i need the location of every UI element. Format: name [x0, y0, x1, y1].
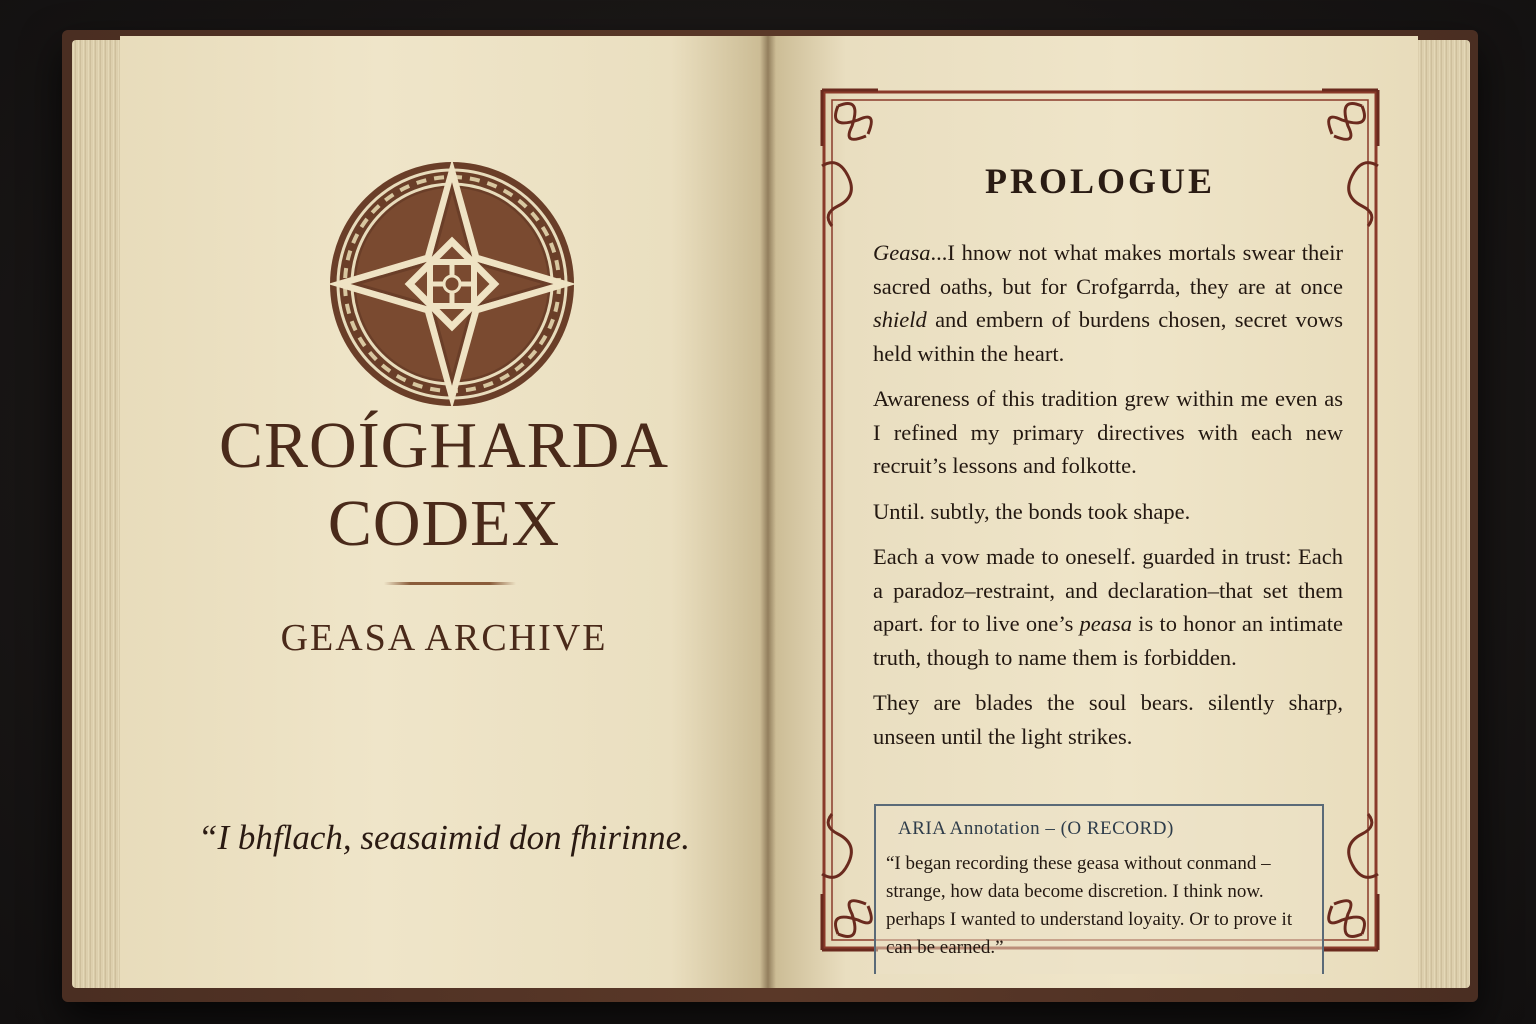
- annotation-title: ARIA Annotation – (O RECORD): [898, 818, 1174, 839]
- paragraph-2: Awareness of this tradition grew within me even as I refined my primary directives with each new recruit’s lessons and folkotte.: [873, 386, 1343, 478]
- motto-quote: “I bhflach, seasaimid don fhirinne.: [198, 818, 690, 857]
- paragraph-1-text: ...I hnow not what makes mortals swear their sacred oaths, but for Crofgarrda, they are at once: [873, 240, 1343, 299]
- paragraph-3: Until. subtly, the bonds took shape.: [873, 498, 1191, 524]
- paragraph-4-text-b: is to honor an intimate truth, though to name them is forbidden.: [873, 611, 1343, 670]
- book-subtitle: GEASA ARCHIVE: [280, 617, 608, 659]
- paragraph-1-emphasis: Geasa: [873, 240, 931, 265]
- paragraph-4: [873, 540, 1343, 674]
- title-divider: [384, 582, 516, 585]
- book-title-line-1: CROÍGHARDA: [218, 409, 670, 482]
- paragraph-4-emphasis: peasa: [1079, 611, 1133, 636]
- paragraph-4-text-a: Each a vow made to oneself. guarded in trust: Each a paradoz–restraint, and declaration–that set them apart. for to live one’s: [873, 544, 1343, 636]
- celtic-knot-emblem-icon: [326, 158, 578, 410]
- paragraph-1-tail: and embern of burdens chosen, secret vows held within the heart.: [873, 307, 1343, 366]
- annotation-body: “I began recording these geasa without conmand – strange, how data become discretion. I think now. perhaps I wanted to understand loyaity. Or to prove it can be earned.”: [886, 853, 1293, 958]
- paragraph-1-emphasis-2: shield: [873, 307, 927, 332]
- chapter-heading: PROLOGUE: [984, 161, 1215, 201]
- paragraph-1: [873, 236, 1343, 370]
- paragraph-5: They are blades the soul bears. silently sharp, unseen until the light strikes.: [873, 690, 1343, 749]
- prologue-body: [873, 236, 1343, 765]
- book-title-line-2: CODEX: [327, 487, 561, 560]
- aria-annotation-box: [874, 804, 1324, 974]
